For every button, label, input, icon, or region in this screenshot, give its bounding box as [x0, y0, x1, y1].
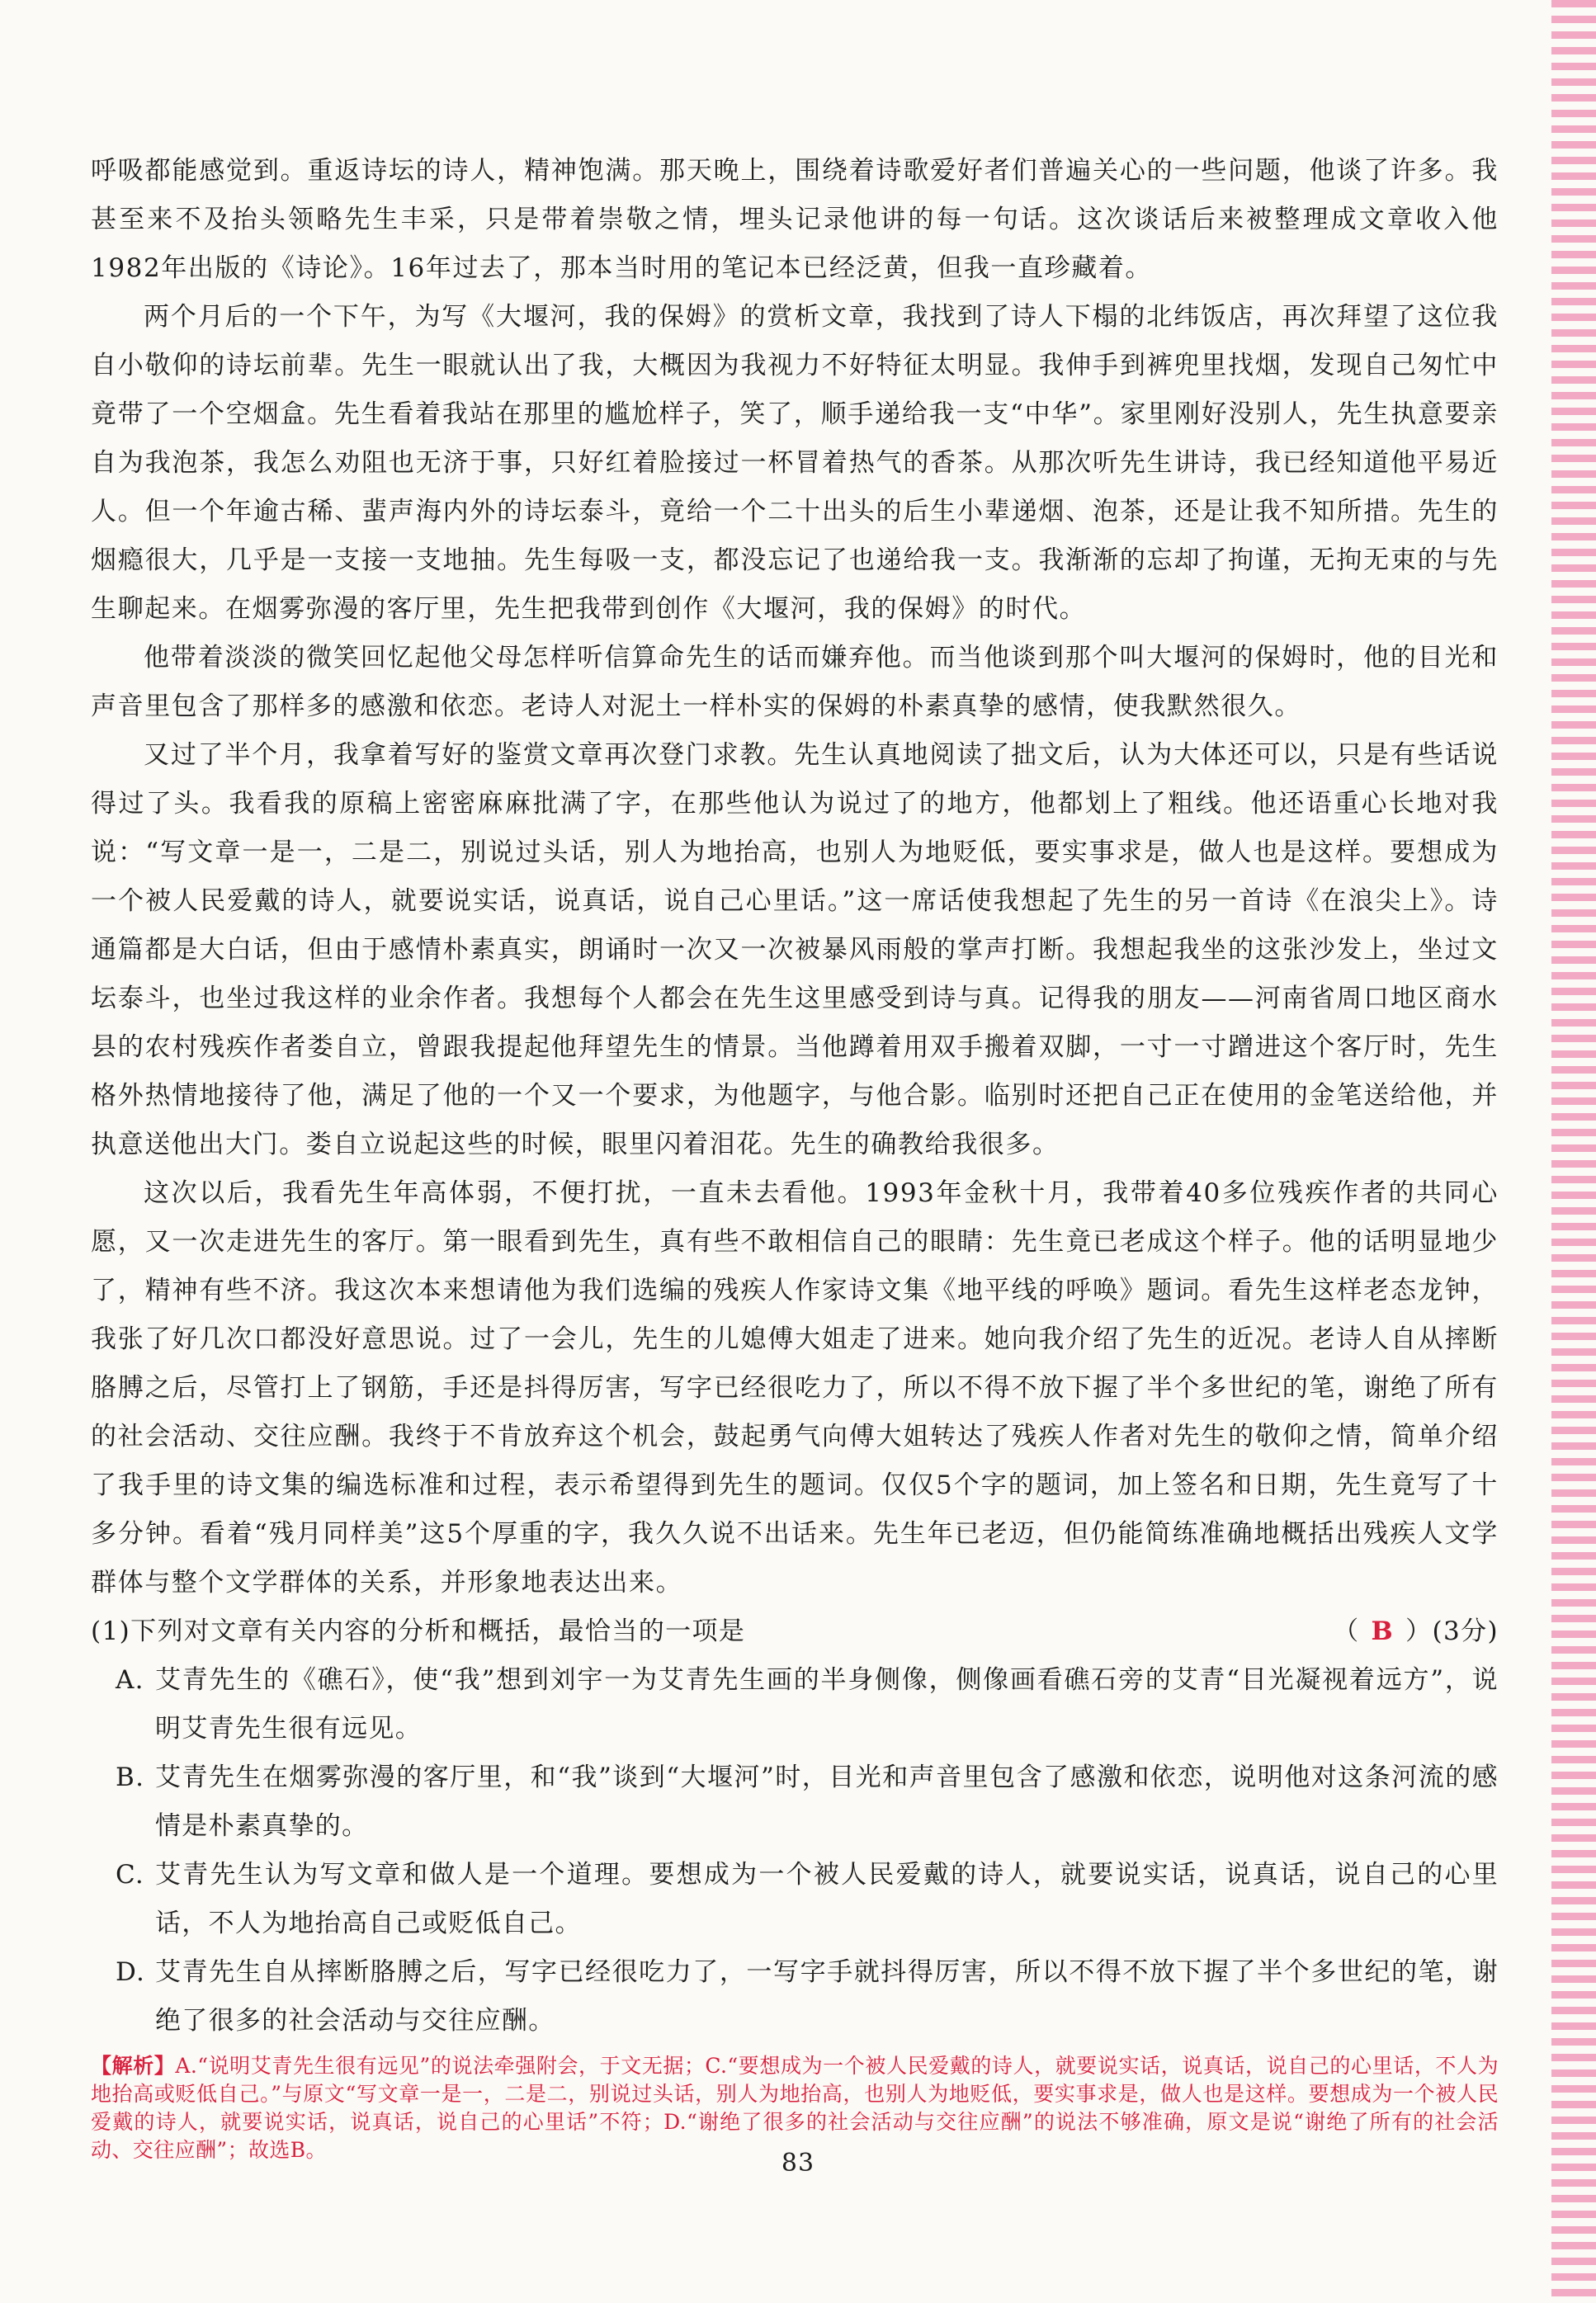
question-stem: (1)下列对文章有关内容的分析和概括，最恰当的一项是	[91, 1616, 746, 1646]
option-text: 艾青先生的《礁石》，使“我”想到刘宇一为艾青先生画的半身侧像，侧像画看礁石旁的艾青“目光凝视着远方”，说明艾青先生很有远见。	[155, 1665, 1499, 1744]
analysis-tag: 【解析】	[91, 2054, 176, 2078]
question-stem-row	[91, 1607, 1499, 1656]
analysis-block	[91, 2052, 1499, 2164]
option-b	[91, 1753, 1499, 1851]
decorative-edge-strip	[1545, 0, 1596, 2303]
paragraph-2: 两个月后的一个下午，为写《大堰河，我的保姆》的赏析文章，我找到了诗人下榻的北纬饭店，再次拜望了这位我自小敬仰的诗坛前辈。先生一眼就认出了我，大概因为我视力不好特征太明显。我伸手到裤兜里找烟，发现自己匆忙中竟带了一个空烟盒。先生看着我站在那里的尴尬样子，笑了，顺手递给我一支“中华”。家里刚好没别人，先生执意要亲自为我泡茶，我怎么劝阻也无济于事，只好红着脸接过一杯冒着热气的香茶。从那次听先生讲诗，我已经知道他平易近人。但一个年逾古稀、蜚声海内外的诗坛泰斗，竟给一个二十出头的后生小辈递烟、泡茶，还是让我不知所措。先生的烟瘾很大，几乎是一支接一支地抽。先生每吸一支，都没忘记了也递给我一支。我渐渐的忘却了拘谨，无拘无束的与先生聊起来。在烟雾弥漫的客厅里，先生把我带到创作《大堰河，我的保姆》的时代。	[91, 302, 1499, 624]
page-number: 83	[781, 2149, 815, 2178]
option-letter: D.	[116, 1957, 146, 1987]
answer-box	[1333, 1607, 1499, 1656]
paragraph-1: 呼吸都能感觉到。重返诗坛的诗人，精神饱满。那天晚上，围绕着诗歌爱好者们普遍关心的一些问题，他谈了许多。我甚至来不及抬头领略先生丰采，只是带着崇敬之情，埋头记录他讲的每一句话。这次谈话后来被整理成文章收入他1982年出版的《诗论》。16年过去了，那本当时用的笔记本已经泛黄，但我一直珍藏着。	[91, 156, 1499, 283]
paragraph-4: 又过了半个月，我拿着写好的鉴赏文章再次登门求教。先生认真地阅读了拙文后，认为大体还可以，只是有些话说得过了头。我看我的原稿上密密麻麻批满了字，在那些他认为说过了的地方，他都划上了粗线。他还语重心长地对我说：“写文章一是一，二是二，别说过头话，别人为地抬高，也别人为地贬低，要实事求是，做人也是这样。要想成为一个被人民爱戴的诗人，就要说实话，说真话，说自己心里话。”这一席话使我想起了先生的另一首诗《在浪尖上》。诗通篇都是大白话，但由于感情朴素真实，朗诵时一次又一次被暴风雨般的掌声打断。我想起我坐的这张沙发上，坐过文坛泰斗，也坐过我这样的业余作者。我想每个人都会在先生这里感受到诗与真。记得我的朋友——河南省周口地区商水县的农村残疾作者娄自立，曾跟我提起他拜望先生的情景。当他蹲着用双手搬着双脚，一寸一寸蹭进这个客厅时，先生格外热情地接待了他，满足了他的一个又一个要求，为他题字，与他合影。临别时还把自己正在使用的金笔送给他，并执意送他出大门。娄自立说起这些的时候，眼里闪着泪花。先生的确教给我很多。	[91, 740, 1499, 1159]
page-content	[91, 147, 1499, 2164]
option-a	[91, 1656, 1499, 1753]
answer-open-paren: （	[1333, 1616, 1360, 1646]
option-letter: B.	[116, 1763, 145, 1792]
analysis-text: A.“说明艾青先生很有远见”的说法牵强附会，于文无据；C.“要想成为一个被人民爱戴的诗人，就要说实话，说真话，说自己的心里话，不人为地抬高或贬低自己。”与原文“写文章一是一，二是二，别说过头话，别人为地抬高，也别人为地贬低，要实事求是，做人也是这样。要想成为一个被人民爱戴的诗人，就要说实话，说真话，说自己的心里话”不符；D.“谢绝了很多的社会活动与交往应酬”的说法不够准确，原文是说“谢绝了所有的社会活动、交往应酬”；故选B。	[91, 2054, 1499, 2162]
option-text: 艾青先生自从摔断胳膊之后，写字已经很吃力了，一写字手就抖得厉害，所以不得不放下握了半个多世纪的笔，谢绝了很多的社会活动与交往应酬。	[155, 1957, 1499, 2036]
option-letter: A.	[116, 1665, 144, 1695]
answer-close-paren: ）	[1405, 1616, 1433, 1646]
option-c	[91, 1851, 1499, 1948]
option-d	[91, 1948, 1499, 2046]
option-letter: C.	[116, 1860, 145, 1890]
options-list	[91, 1656, 1499, 2046]
option-text: 艾青先生在烟雾弥漫的客厅里，和“我”谈到“大堰河”时，目光和声音里包含了感激和依恋，说明他对这条河流的感情是朴素真挚的。	[155, 1763, 1499, 1841]
paragraph-5: 这次以后，我看先生年高体弱，不便打扰，一直未去看他。1993年金秋十月，我带着40多位残疾作者的共同心愿，又一次走进先生的客厅。第一眼看到先生，真有些不敢相信自己的眼睛：先生竟已老成这个样子。他的话明显地少了，精神有些不济。我这次本来想请他为我们选编的残疾人作家诗文集《地平线的呼唤》题词。看先生这样老态龙钟，我张了好几次口都没好意思说。过了一会儿，先生的儿媳傅大姐走了进来。她向我介绍了先生的近况。老诗人自从摔断胳膊之后，尽管打上了钢筋，手还是抖得厉害，写字已经很吃力了，所以不得不放下握了半个多世纪的笔，谢绝了所有的社会活动、交往应酬。我终于不肯放弃这个机会，鼓起勇气向傅大姐转达了残疾人作者对先生的敬仰之情，简单介绍了我手里的诗文集的编选标准和过程，表示希望得到先生的题词。仅仅5个字的题词，加上签名和日期，先生竟写了十多分钟。看着“残月同样美”这5个厚重的字，我久久说不出话来。先生年已老迈，但仍能简练准确地概括出残疾人文学群体与整个文学群体的关系，并形象地表达出来。	[91, 1178, 1499, 1597]
option-text: 艾青先生认为写文章和做人是一个道理。要想成为一个被人民爱戴的诗人，就要说实话，说真话，说自己的心里话，不人为地抬高自己或贬低自己。	[155, 1860, 1499, 1938]
paragraph-3: 他带着淡淡的微笑回忆起他父母怎样听信算命先生的话而嫌弃他。而当他谈到那个叫大堰河的保姆时，他的目光和声音里包含了那样多的感激和依恋。老诗人对泥土一样朴实的保姆的朴素真挚的感情，使我默然很久。	[91, 643, 1499, 721]
question-score: (3分)	[1432, 1616, 1499, 1646]
answer-letter: B	[1371, 1616, 1395, 1646]
